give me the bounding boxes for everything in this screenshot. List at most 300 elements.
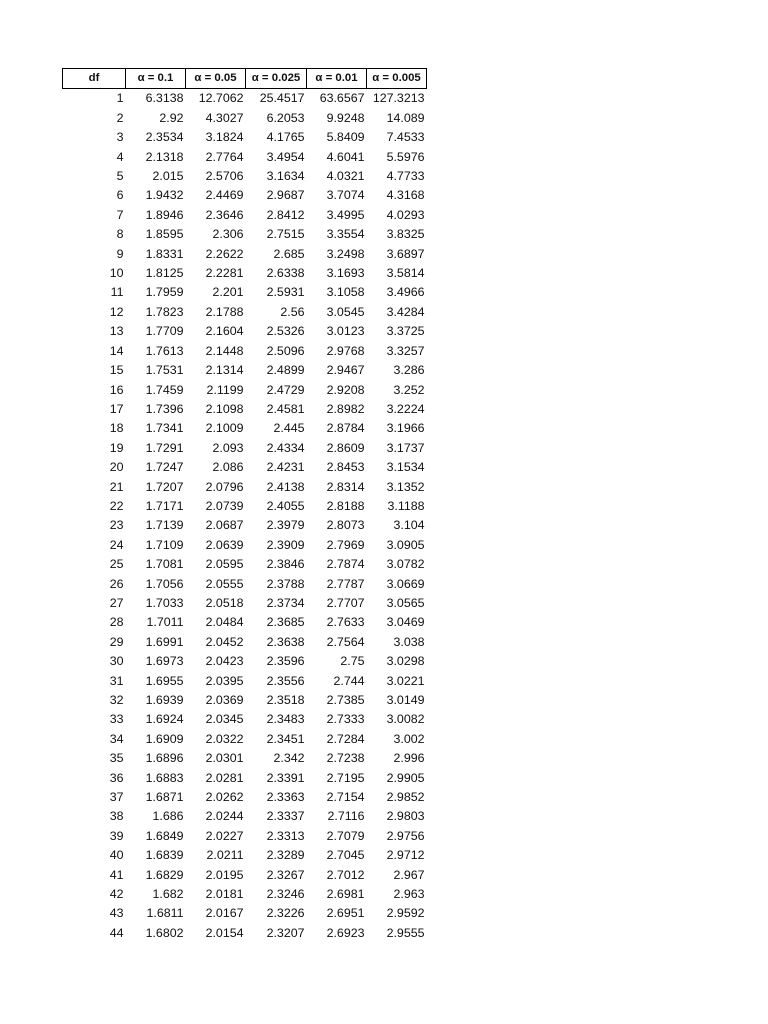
cell-alpha-0-025: 2.56 [280, 304, 305, 319]
cell-alpha-0-1: 1.7139 [145, 518, 184, 533]
cell-df: 1 [116, 91, 124, 106]
cell-df: 20 [109, 460, 124, 475]
cell-alpha-0-025: 6.2053 [266, 110, 305, 125]
cell-alpha-0-05: 2.0739 [205, 498, 244, 513]
cell-alpha-0-005: 3.038 [393, 634, 425, 649]
cell-alpha-0-01: 5.8409 [326, 130, 365, 145]
cell-alpha-0-01: 2.8188 [326, 498, 365, 513]
cell-alpha-0-005: 3.0669 [386, 576, 425, 591]
cell-alpha-0-1: 1.682 [152, 887, 184, 902]
cell-alpha-0-01: 2.7385 [326, 693, 365, 707]
cell-alpha-0-005: 2.963 [393, 887, 425, 902]
cell-alpha-0-005: 3.0149 [386, 693, 425, 707]
table-row [63, 730, 427, 749]
cell-alpha-0-01: 2.7787 [326, 576, 365, 591]
table-row [63, 89, 427, 109]
cell-df: 27 [109, 595, 124, 610]
cell-alpha-0-025: 2.3226 [266, 906, 305, 921]
table-row [63, 613, 427, 632]
table-row [63, 788, 427, 807]
table-row [63, 186, 427, 205]
cell-alpha-0-05: 2.7764 [205, 149, 244, 164]
cell-alpha-0-1: 1.7709 [145, 324, 184, 339]
cell-alpha-0-05: 2.3646 [205, 207, 244, 222]
cell-alpha-0-05: 2.2281 [205, 266, 244, 281]
table-row [63, 555, 427, 574]
cell-alpha-0-005: 3.0469 [386, 615, 425, 630]
cell-alpha-0-1: 1.6955 [145, 673, 184, 688]
cell-alpha-0-1: 1.686 [152, 809, 184, 824]
cell-alpha-0-005: 3.1534 [386, 460, 425, 475]
cell-df: 35 [109, 751, 124, 766]
cell-alpha-0-01: 3.3554 [326, 227, 365, 242]
table-row [63, 691, 427, 710]
cell-alpha-0-05: 2.306 [212, 227, 244, 242]
cell-alpha-0-05: 2.1098 [205, 401, 244, 416]
cell-alpha-0-025: 3.1634 [266, 169, 305, 184]
table-row [63, 283, 427, 302]
cell-alpha-0-1: 1.6909 [145, 731, 184, 746]
cell-alpha-0-1: 1.7011 [146, 615, 184, 630]
cell-alpha-0-01: 3.1693 [326, 266, 365, 281]
table-row [63, 361, 427, 380]
table-row [63, 303, 427, 322]
cell-df: 11 [110, 285, 124, 300]
cell-alpha-0-1: 1.9432 [145, 188, 184, 203]
cell-df: 6 [116, 188, 124, 203]
cell-alpha-0-005: 2.9803 [386, 809, 425, 824]
table-row [63, 439, 427, 458]
cell-alpha-0-01: 2.7333 [326, 712, 365, 727]
cell-df: 29 [109, 634, 124, 649]
cell-alpha-0-1: 1.7341 [145, 421, 184, 436]
table-row [63, 148, 427, 167]
t-critical-values-table [62, 68, 427, 943]
table-row [63, 109, 427, 128]
cell-alpha-0-005: 2.9852 [386, 790, 425, 805]
cell-alpha-0-025: 2.3596 [266, 654, 305, 669]
cell-alpha-0-01: 2.7284 [326, 731, 365, 746]
cell-alpha-0-05: 2.0244 [205, 809, 244, 824]
table-row [63, 807, 427, 826]
cell-df: 13 [109, 324, 124, 339]
cell-alpha-0-025: 2.3788 [266, 576, 305, 591]
cell-alpha-0-01: 2.744 [333, 673, 365, 688]
cell-alpha-0-1: 1.6802 [145, 925, 184, 940]
cell-alpha-0-005: 2.9592 [386, 906, 425, 921]
cell-alpha-0-05: 2.1604 [205, 324, 244, 339]
cell-alpha-0-01: 2.7045 [326, 848, 365, 863]
table-row [63, 400, 427, 419]
cell-alpha-0-05: 2.1314 [205, 363, 244, 378]
cell-alpha-0-1: 1.7109 [145, 537, 184, 552]
cell-alpha-0-025: 2.3267 [266, 867, 305, 882]
cell-alpha-0-1: 1.7056 [145, 576, 184, 591]
table-row [63, 478, 427, 497]
cell-alpha-0-005: 3.1352 [386, 479, 425, 494]
cell-alpha-0-01: 3.0545 [326, 304, 365, 319]
cell-alpha-0-025: 25.4517 [259, 91, 305, 106]
cell-alpha-0-005: 4.0293 [386, 207, 425, 222]
cell-alpha-0-05: 3.1824 [205, 130, 244, 145]
cell-alpha-0-1: 1.8946 [145, 207, 184, 222]
cell-df: 37 [109, 790, 124, 805]
cell-alpha-0-005: 3.8325 [386, 227, 425, 242]
cell-alpha-0-005: 3.252 [393, 382, 425, 397]
table-row [63, 264, 427, 283]
cell-alpha-0-005: 3.286 [393, 363, 425, 378]
cell-alpha-0-05: 2.0395 [205, 673, 244, 688]
cell-alpha-0-01: 2.7238 [326, 751, 365, 766]
table-row [63, 827, 427, 846]
cell-df: 17 [109, 401, 124, 416]
cell-alpha-0-01: 2.7707 [326, 595, 365, 610]
cell-df: 2 [116, 110, 124, 125]
cell-df: 36 [109, 770, 124, 785]
cell-alpha-0-01: 3.0123 [326, 324, 365, 339]
cell-alpha-0-05: 2.0211 [206, 848, 244, 863]
table-row [63, 516, 427, 535]
cell-alpha-0-005: 3.3725 [386, 324, 425, 339]
cell-df: 3 [116, 130, 124, 145]
cell-alpha-0-005: 3.0565 [386, 595, 425, 610]
cell-alpha-0-025: 2.9687 [266, 188, 305, 203]
cell-alpha-0-01: 2.7116 [327, 809, 365, 824]
cell-alpha-0-025: 2.4138 [266, 479, 305, 494]
cell-alpha-0-01: 2.75 [340, 654, 365, 669]
cell-alpha-0-01: 2.7154 [326, 790, 365, 805]
cell-alpha-0-025: 2.4581 [266, 401, 305, 416]
table-header [63, 69, 427, 89]
table-row [63, 594, 427, 613]
cell-alpha-0-1: 1.7531 [145, 363, 184, 378]
cell-df: 43 [109, 906, 124, 921]
cell-df: 7 [116, 207, 124, 222]
cell-alpha-0-005: 2.996 [393, 751, 425, 766]
cell-alpha-0-025: 2.3313 [266, 828, 305, 843]
cell-df: 38 [109, 809, 124, 824]
cell-alpha-0-01: 2.8453 [326, 460, 365, 475]
cell-alpha-0-05: 2.1009 [205, 421, 244, 436]
cell-alpha-0-01: 2.7874 [326, 557, 365, 572]
cell-df: 12 [109, 304, 124, 319]
cell-alpha-0-025: 2.3685 [266, 615, 305, 630]
cell-alpha-0-1: 1.7823 [145, 304, 184, 319]
cell-alpha-0-01: 3.7074 [326, 188, 365, 203]
cell-alpha-0-05: 2.093 [212, 440, 244, 455]
cell-df: 25 [109, 557, 124, 572]
cell-alpha-0-1: 1.7959 [145, 285, 184, 300]
table-row [63, 206, 427, 225]
cell-alpha-0-025: 2.5931 [266, 285, 305, 300]
table-row [63, 885, 427, 904]
table-row [63, 419, 427, 438]
header-alpha-0-01: α = 0.01 [307, 69, 367, 89]
header-alpha-0-005: α = 0.005 [367, 69, 427, 89]
cell-alpha-0-1: 1.7396 [145, 401, 184, 416]
cell-alpha-0-1: 1.6871 [145, 790, 184, 805]
cell-alpha-0-01: 3.4995 [326, 207, 365, 222]
cell-alpha-0-01: 2.8609 [326, 440, 365, 455]
table-row [63, 904, 427, 923]
cell-alpha-0-1: 1.7171 [145, 498, 184, 513]
cell-alpha-0-1: 1.6896 [145, 751, 184, 766]
cell-alpha-0-025: 2.4729 [266, 382, 305, 397]
cell-alpha-0-05: 2.0555 [205, 576, 244, 591]
cell-df: 34 [109, 731, 124, 746]
cell-df: 24 [109, 537, 124, 552]
cell-alpha-0-1: 1.6811 [146, 906, 184, 921]
cell-df: 9 [116, 246, 124, 261]
cell-alpha-0-1: 1.6849 [145, 828, 184, 843]
cell-df: 15 [109, 363, 124, 378]
cell-alpha-0-025: 2.445 [273, 421, 305, 436]
cell-alpha-0-1: 1.7613 [145, 343, 184, 358]
cell-alpha-0-005: 3.1188 [387, 498, 425, 513]
cell-alpha-0-025: 2.3734 [266, 595, 305, 610]
cell-alpha-0-1: 1.6839 [145, 848, 184, 863]
cell-alpha-0-005: 4.7733 [386, 169, 425, 184]
cell-alpha-0-01: 2.6923 [326, 925, 365, 940]
cell-alpha-0-1: 2.3534 [145, 130, 184, 145]
cell-alpha-0-05: 2.0595 [205, 557, 244, 572]
cell-alpha-0-1: 1.7247 [145, 460, 184, 475]
cell-alpha-0-025: 2.3483 [266, 712, 305, 727]
cell-alpha-0-025: 2.3979 [266, 518, 305, 533]
cell-df: 4 [116, 149, 124, 164]
cell-alpha-0-05: 2.0262 [205, 790, 244, 805]
cell-alpha-0-025: 2.6338 [266, 266, 305, 281]
table-row [63, 381, 427, 400]
cell-alpha-0-005: 3.0082 [386, 712, 425, 727]
cell-df: 39 [109, 828, 124, 843]
cell-alpha-0-025: 2.4334 [266, 440, 305, 455]
cell-df: 10 [109, 266, 124, 281]
cell-alpha-0-05: 2.2622 [205, 246, 244, 261]
cell-alpha-0-05: 2.0796 [205, 479, 244, 494]
cell-alpha-0-025: 2.3391 [266, 770, 305, 785]
cell-alpha-0-1: 1.7291 [145, 440, 184, 455]
cell-alpha-0-05: 2.1448 [205, 343, 244, 358]
cell-alpha-0-005: 2.9712 [386, 848, 425, 863]
table-row [63, 497, 427, 516]
cell-df: 44 [109, 925, 124, 940]
cell-alpha-0-025: 2.5096 [266, 343, 305, 358]
cell-alpha-0-005: 3.104 [393, 518, 425, 533]
cell-alpha-0-01: 2.7195 [326, 770, 365, 785]
table-row [63, 322, 427, 341]
table-row [63, 633, 427, 652]
cell-alpha-0-025: 2.7515 [266, 227, 305, 242]
cell-alpha-0-025: 2.685 [273, 246, 305, 261]
cell-alpha-0-1: 2.1318 [145, 149, 184, 164]
cell-alpha-0-005: 3.2224 [386, 401, 425, 416]
cell-df: 21 [109, 479, 124, 494]
cell-alpha-0-005: 127.3213 [372, 91, 425, 106]
cell-df: 16 [109, 382, 124, 397]
table-row [63, 924, 427, 943]
table-row [63, 536, 427, 555]
table-row [63, 167, 427, 186]
cell-alpha-0-05: 12.7062 [198, 91, 244, 106]
cell-alpha-0-1: 1.6829 [145, 867, 184, 882]
cell-df: 28 [109, 615, 124, 630]
cell-alpha-0-1: 1.6973 [145, 654, 184, 669]
table-row [63, 672, 427, 691]
cell-df: 18 [109, 421, 124, 436]
cell-alpha-0-005: 2.9905 [386, 770, 425, 785]
table-row [63, 342, 427, 361]
cell-alpha-0-1: 1.7081 [145, 557, 184, 572]
table-row [63, 769, 427, 788]
cell-alpha-0-05: 2.0181 [205, 887, 244, 902]
cell-alpha-0-01: 2.8784 [326, 421, 365, 436]
table-row [63, 225, 427, 244]
cell-df: 40 [109, 848, 124, 863]
cell-alpha-0-01: 3.2498 [326, 246, 365, 261]
cell-alpha-0-01: 9.9248 [326, 110, 365, 125]
cell-alpha-0-05: 2.1199 [206, 382, 244, 397]
cell-alpha-0-05: 2.0301 [205, 751, 244, 766]
cell-alpha-0-01: 2.8982 [326, 401, 365, 416]
cell-alpha-0-1: 1.6883 [145, 770, 184, 785]
cell-alpha-0-05: 2.0452 [205, 634, 244, 649]
cell-df: 26 [109, 576, 124, 591]
cell-alpha-0-01: 4.0321 [326, 169, 365, 184]
cell-alpha-0-1: 6.3138 [145, 91, 184, 106]
table-row [63, 575, 427, 594]
cell-alpha-0-1: 1.8331 [145, 246, 184, 261]
cell-alpha-0-005: 3.1737 [386, 440, 425, 455]
cell-alpha-0-1: 1.8595 [145, 227, 184, 242]
cell-alpha-0-05: 2.0423 [205, 654, 244, 669]
cell-df: 30 [109, 654, 124, 669]
cell-alpha-0-05: 2.1788 [205, 304, 244, 319]
cell-alpha-0-1: 1.6939 [145, 693, 184, 707]
cell-alpha-0-1: 1.7033 [145, 595, 184, 610]
cell-alpha-0-025: 2.342 [273, 751, 305, 766]
cell-alpha-0-05: 2.0227 [205, 828, 244, 843]
t-distribution-table-sheet [62, 68, 427, 943]
cell-alpha-0-01: 3.1058 [326, 285, 365, 300]
cell-alpha-0-025: 2.3363 [266, 790, 305, 805]
cell-alpha-0-05: 2.0281 [205, 770, 244, 785]
cell-alpha-0-025: 2.4231 [266, 460, 305, 475]
cell-df: 22 [109, 498, 124, 513]
table-row [63, 846, 427, 865]
table-row [63, 458, 427, 477]
cell-alpha-0-005: 3.6897 [386, 246, 425, 261]
cell-df: 41 [109, 867, 124, 882]
table-row [63, 245, 427, 264]
header-alpha-0-1: α = 0.1 [126, 69, 186, 89]
cell-alpha-0-005: 14.089 [386, 110, 425, 125]
cell-alpha-0-01: 2.7633 [326, 615, 365, 630]
cell-alpha-0-005: 3.0905 [386, 537, 425, 552]
cell-alpha-0-025: 2.3289 [266, 848, 305, 863]
cell-alpha-0-005: 3.5814 [386, 266, 425, 281]
header-row [63, 69, 427, 89]
cell-alpha-0-05: 2.0369 [205, 693, 244, 707]
cell-df: 42 [109, 887, 124, 902]
cell-alpha-0-025: 2.4055 [266, 498, 305, 513]
cell-alpha-0-05: 4.3027 [205, 110, 244, 125]
table-row [63, 749, 427, 768]
cell-df: 33 [109, 712, 124, 727]
cell-alpha-0-01: 2.7079 [326, 828, 365, 843]
cell-alpha-0-05: 2.0518 [205, 595, 244, 610]
table-row [63, 710, 427, 729]
cell-alpha-0-025: 2.3909 [266, 537, 305, 552]
cell-alpha-0-005: 3.3257 [386, 343, 425, 358]
header-alpha-0-025: α = 0.025 [246, 69, 307, 89]
header-alpha-0-05: α = 0.05 [186, 69, 246, 89]
cell-alpha-0-005: 3.0298 [386, 654, 425, 669]
cell-alpha-0-025: 4.1765 [266, 130, 305, 145]
cell-df: 14 [109, 343, 124, 358]
cell-alpha-0-1: 1.6991 [145, 634, 184, 649]
cell-alpha-0-025: 2.3207 [266, 925, 305, 940]
header-df: df [63, 69, 126, 89]
cell-df: 31 [109, 673, 124, 688]
cell-alpha-0-05: 2.201 [212, 285, 244, 300]
cell-alpha-0-005: 4.3168 [386, 188, 425, 203]
cell-alpha-0-025: 2.3556 [266, 673, 305, 688]
cell-alpha-0-1: 1.7459 [145, 382, 184, 397]
cell-alpha-0-05: 2.086 [212, 460, 244, 475]
cell-alpha-0-05: 2.5706 [205, 169, 244, 184]
cell-df: 19 [109, 440, 124, 455]
cell-alpha-0-01: 2.9208 [326, 382, 365, 397]
table-row [63, 866, 427, 885]
cell-alpha-0-05: 2.0639 [205, 537, 244, 552]
cell-alpha-0-01: 2.6981 [326, 887, 365, 902]
cell-alpha-0-005: 2.9756 [386, 828, 425, 843]
table-row [63, 128, 427, 147]
cell-alpha-0-005: 2.967 [393, 867, 425, 882]
cell-df: 5 [116, 169, 124, 184]
table-row [63, 652, 427, 671]
cell-alpha-0-025: 2.5326 [266, 324, 305, 339]
cell-alpha-0-025: 2.3337 [266, 809, 305, 824]
cell-alpha-0-1: 2.92 [159, 110, 184, 125]
cell-alpha-0-01: 2.7969 [326, 537, 365, 552]
cell-alpha-0-1: 1.7207 [145, 479, 184, 494]
cell-alpha-0-05: 2.0345 [205, 712, 244, 727]
cell-alpha-0-025: 2.4899 [266, 363, 305, 378]
cell-alpha-0-005: 5.5976 [386, 149, 425, 164]
cell-alpha-0-025: 2.3246 [266, 887, 305, 902]
cell-alpha-0-01: 4.6041 [326, 149, 365, 164]
cell-alpha-0-005: 3.1966 [386, 421, 425, 436]
cell-df: 32 [109, 693, 124, 707]
cell-alpha-0-025: 2.3638 [266, 634, 305, 649]
cell-alpha-0-01: 2.6951 [326, 906, 365, 921]
cell-alpha-0-025: 2.3846 [266, 557, 305, 572]
cell-alpha-0-05: 2.0195 [205, 867, 244, 882]
cell-alpha-0-1: 2.015 [152, 169, 184, 184]
cell-alpha-0-1: 1.8125 [145, 266, 184, 281]
cell-alpha-0-05: 2.0154 [205, 925, 244, 940]
cell-alpha-0-005: 3.0782 [386, 557, 425, 572]
cell-alpha-0-005: 3.4966 [386, 285, 425, 300]
cell-alpha-0-01: 2.8314 [326, 479, 365, 494]
cell-alpha-0-01: 2.7564 [326, 634, 365, 649]
cell-alpha-0-025: 3.4954 [266, 149, 305, 164]
cell-alpha-0-025: 2.8412 [266, 207, 305, 222]
cell-df: 23 [109, 518, 124, 533]
cell-alpha-0-01: 2.8073 [326, 518, 365, 533]
